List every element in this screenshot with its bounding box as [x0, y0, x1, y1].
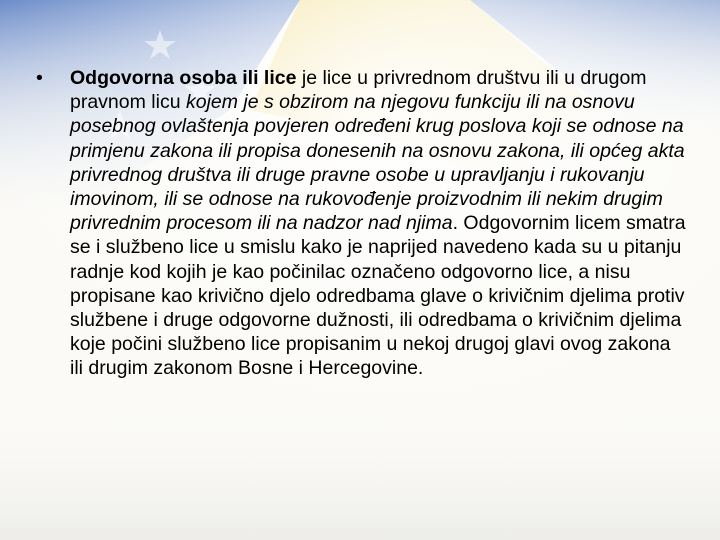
- definition-intro: je lice u privrednom društvu ili u drugom pravnom licu: [70, 67, 647, 114]
- definition-italic: kojem je s obzirom na njegovu funkciju ili na osnovu posebnog ovlaštenja povjeren određeni krug poslova koji se odnose na primjenu zakona ili propisa donesenih na osnovu zakona, ili općeg akta privrednog društva ili druge pravne osobe u upravljanju i rukovanju imovinom, ili se odnose na rukovođenje proizvodnim ili nekim drugim privrednim procesom ili na nadzor nad njima: [70, 91, 685, 235]
- slide-body: [36, 66, 686, 381]
- bullet-dot-icon: •: [36, 67, 43, 89]
- definition-continuation: . Odgovornim licem smatra se i službeno lice u smislu kako je naprijed navedeno kada su u pitanju radnje kod kojih je kao počinilac označeno odgovorno lice, a nisu propisane kao krivično djelo odredbama glave o krivičnim djelima protiv službene i druge odgovorne dužnosti, ili odredbama o krivičnim djelima koje počini službeno lice propisanim u nekoj drugoj glavi ovog zakona ili drugim zakonom Bosne i Hercegovine.: [70, 212, 686, 380]
- defined-term: Odgovorna osoba ili lice: [70, 67, 297, 89]
- bullet-text: [70, 66, 686, 381]
- bullet-item: [36, 66, 686, 381]
